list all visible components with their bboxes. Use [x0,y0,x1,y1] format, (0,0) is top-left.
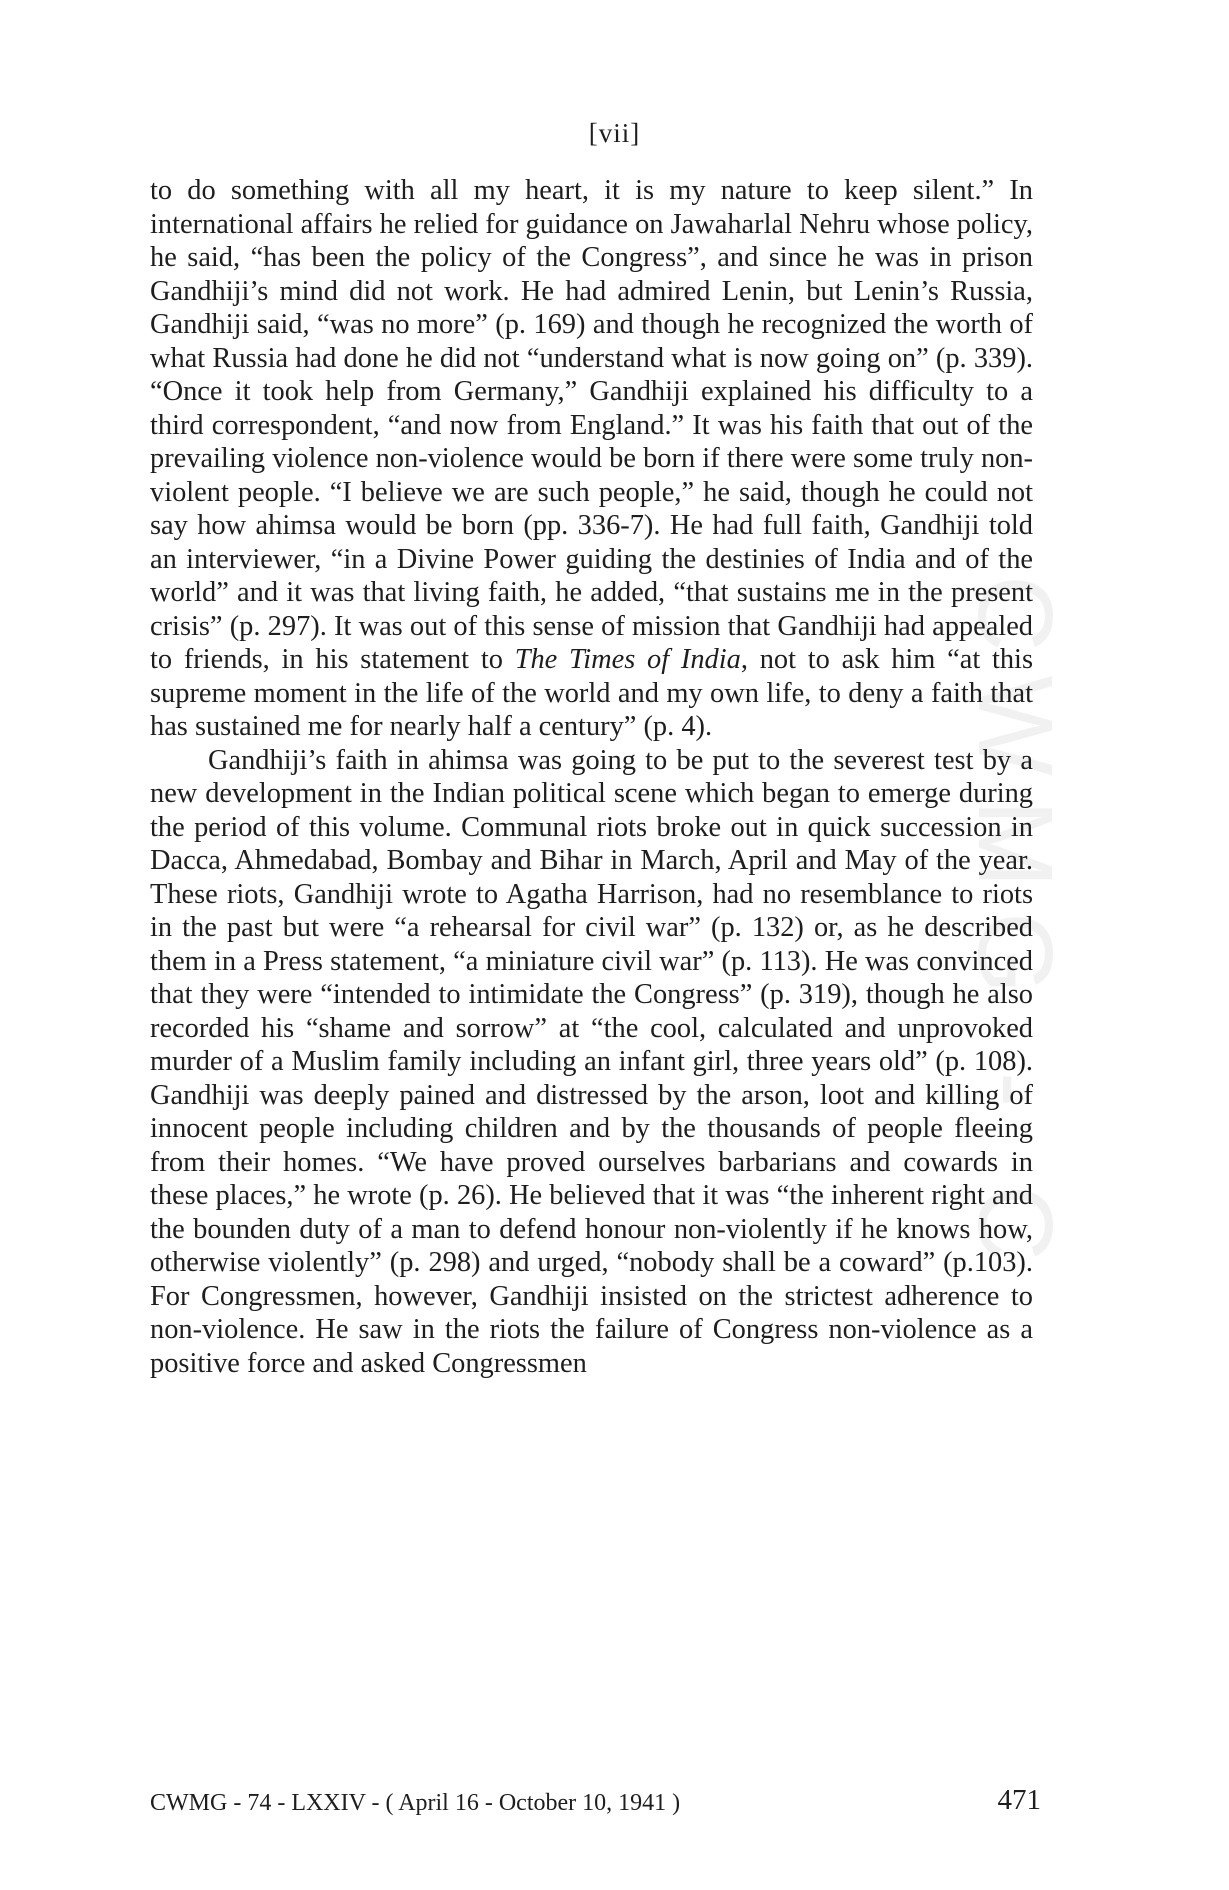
paragraph-1: to do something with all my heart, it is my nature to keep silent.” In international affairs he relied for guidance on Jawaharlal Nehru whose policy, he said, “has been the policy of the Congress”, and since he was in prison Gandhiji’s mind did not work. He had admired Lenin, but Lenin’s Russia, Gandhiji said, “was no more” (p. 169) and though he recognized the worth of what Russia had done he did not “understand what is now going on” (p. 339). “Once it took help from Germany,” Gandhiji explained his difficulty to a third correspondent, “and now from England.” It was his faith that out of the prevailing violence non-violence would be born if there were some truly non-violent people. “I believe we are such people,” he said, though he could not say how ahimsa would be born (pp. 336-7). He had full faith, Gandhiji told an interviewer, “in a Divine Power guiding the destinies of India and of the world” and it was that living faith, he added, “that sustains me in the present crisis” (p. 297). It was out of this sense of mission that Gandhiji had appealed to friends, in his statement to The Times of India, not to ask him “at this supreme moment in the life of the world and my own life, to deny a faith that has sustained me for nearly half a century” (p. 4). [150,175,1033,742]
paragraph-2: Gandhiji’s faith in ahimsa was going to be put to the severest test by a new development in the Indian political scene which began to emerge during the period of this volume. Communal riots broke out in quick succession in Dacca, Ahmedabad, Bombay and Bihar in March, April and May of the year. These riots, Gandhiji wrote to Agatha Harrison, had no resemblance to riots in the past but were “a rehearsal for civil war” (p. 132) or, as he described them in a Press statement, “a miniature civil war” (p. 113). He was convinced that they were “intended to intimidate the Congress” (p. 319), though he also recorded his “shame and sorrow” at “the cool, calculated and unprovoked murder of a Muslim family including an infant girl, three years old” (p. 108). Gandhiji was deeply pained and distressed by the arson, loot and killing of innocent people including children and by the thousands of people fleeing from their homes. “We have proved ourselves barbarians and cowards in these places,” he wrote (p. 26). He believed that it was “the inherent right and the bounden duty of a man to defend honour non-violently if he knows how, otherwise violently” (p. 298) and urged, “nobody shall be a coward” (p.103). For Congressmen, however, Gandhiji insisted on the strictest adherence to non-violence. He saw in the riots the failure of Congress non-violence as a positive force and asked Congressmen [150,744,1033,1379]
footer-volume-info: CWMG - 74 - LXXIV - ( April 16 - October 10, 1941 ) [150,1790,681,1816]
page-number-header: [vii] [588,118,641,148]
newspaper-title: The Times of India [514,644,741,675]
body-text [150,174,1033,1380]
footer-page-number: 471 [997,1784,1041,1816]
watermark: CWMG - C [956,575,1074,1286]
